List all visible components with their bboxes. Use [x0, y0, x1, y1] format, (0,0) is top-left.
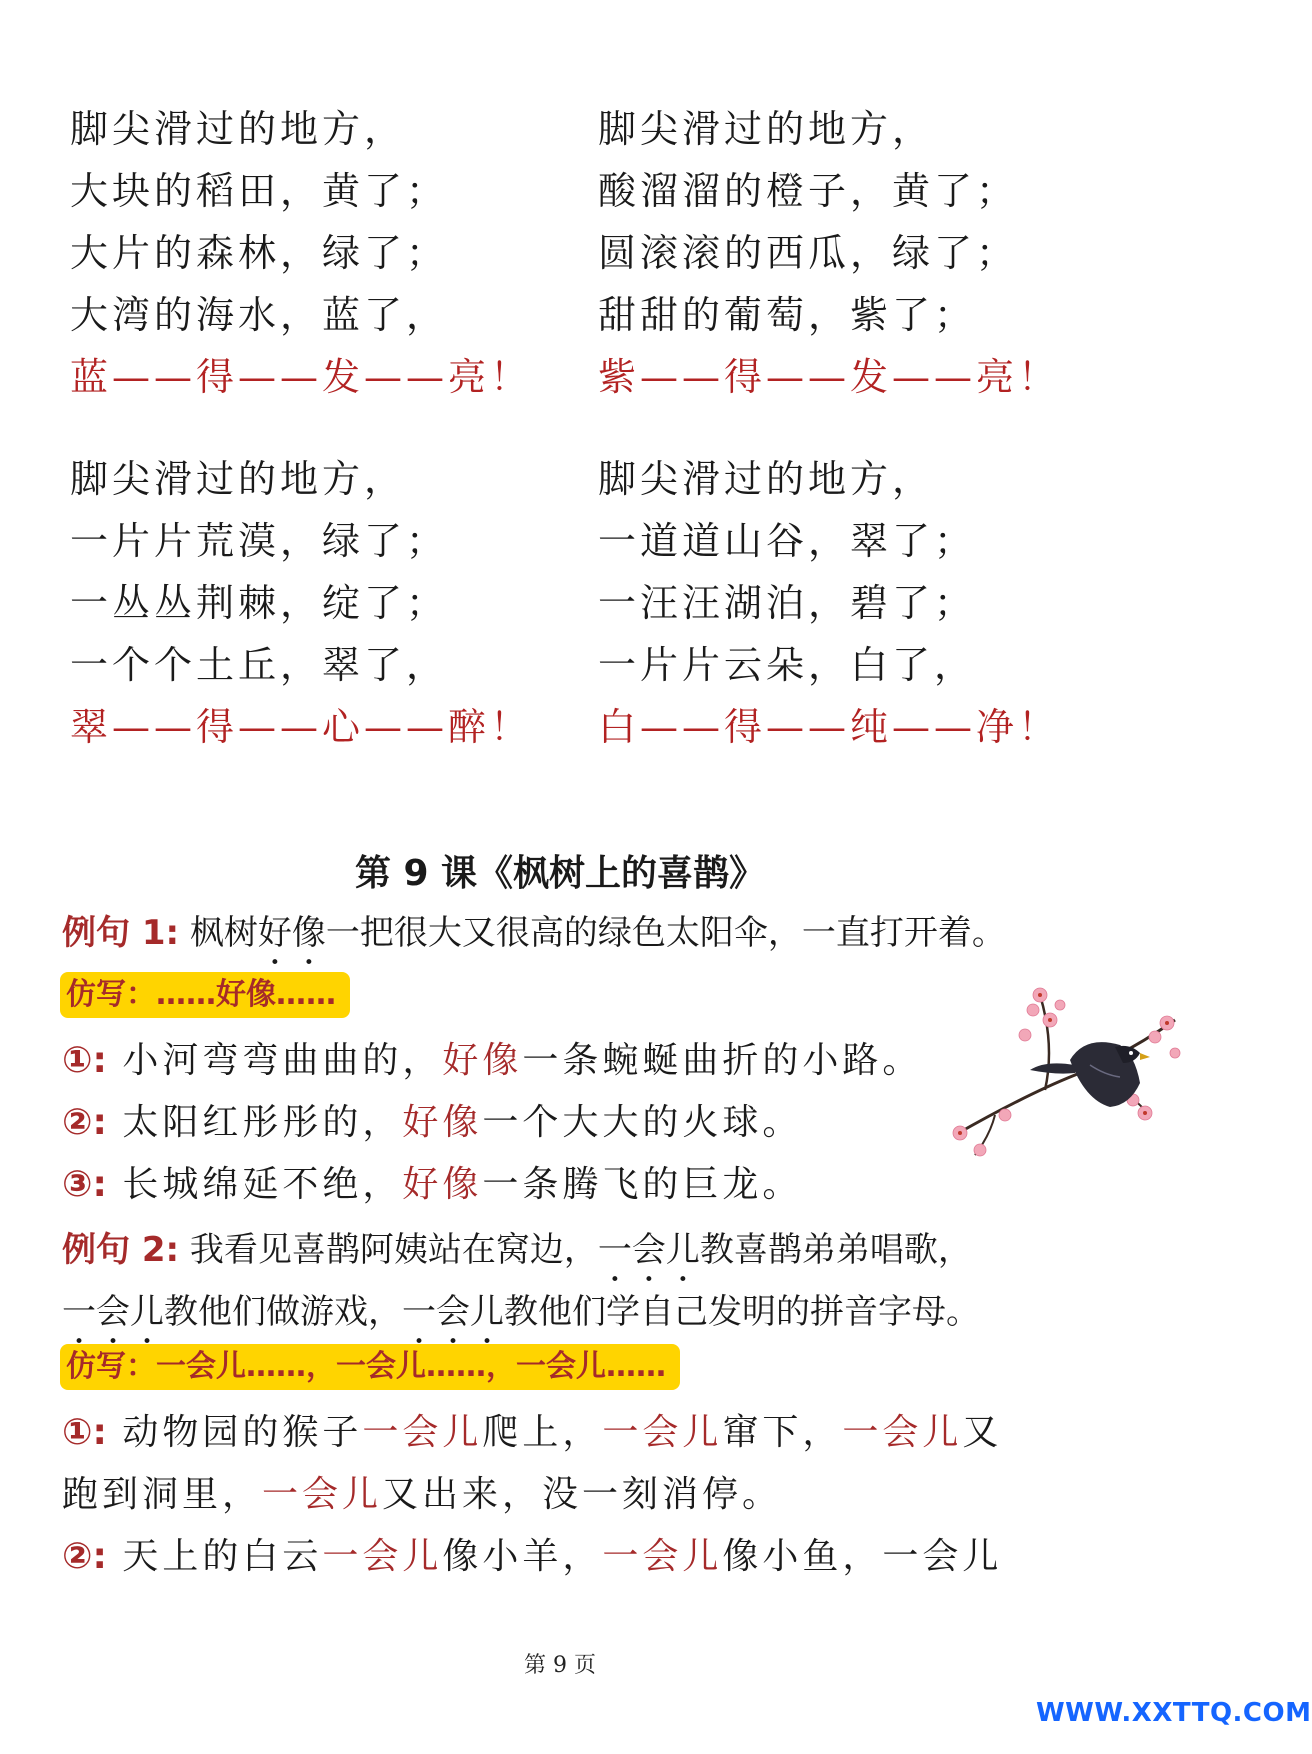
example-text: 教喜鹊弟弟唱歌，: [699, 1230, 972, 1270]
item-text: 又出来，没一刻消停。: [382, 1474, 783, 1515]
item-text: 太阳红彤彤的，: [106, 1102, 403, 1143]
imitation-label-2: 仿写：一会儿……，一会儿……，一会儿……: [60, 1344, 680, 1390]
item-text: 一个大大的火球。: [482, 1102, 803, 1143]
poem-line: 酸溜溜的橙子，黄了；: [598, 169, 1019, 213]
watermark: WWW.XXTTQ.COM: [1036, 1698, 1312, 1728]
item-text: 长城绵延不绝，: [106, 1164, 403, 1205]
poem-line: 一片片荒漠，绿了；: [70, 519, 449, 563]
example-text: 教他们做游戏，: [164, 1292, 402, 1332]
poem-top-left: [70, 98, 590, 408]
highlight-word: 好像: [442, 1040, 523, 1081]
example-text: 枫树: [179, 913, 258, 953]
lesson-title: 第 9 课《枫树上的喜鹊》: [354, 853, 766, 894]
poem-line: 圆滚滚的西瓜，绿了；: [598, 231, 1019, 275]
poem-refrain: 蓝——得——发——亮！: [70, 355, 533, 399]
poem-line: 一道道山谷，翠了；: [598, 519, 977, 563]
example-text: 教他们学自己发明的拼音字母。: [504, 1292, 980, 1332]
poem-top-right: [598, 98, 1118, 408]
imitation-item-cont: [62, 1466, 1062, 1517]
item-number: ②:: [62, 1102, 107, 1143]
highlight-word: 一会儿: [362, 1412, 483, 1453]
item-number: ①:: [62, 1412, 107, 1453]
imitation-label-1: 仿写：……好像……: [60, 972, 350, 1018]
poem-bottom-left: [70, 448, 590, 758]
poem-line: 脚尖滑过的地方，: [70, 107, 407, 151]
example-sentence-2: [62, 1222, 1062, 1290]
imitation-item: [62, 1404, 1062, 1455]
poem-line: 一片片云朵，白了，: [598, 643, 977, 687]
poem-line: 脚尖滑过的地方，: [70, 457, 407, 501]
poem-line: 一丛丛荆棘，绽了；: [70, 581, 449, 625]
item-text: 窜下，: [722, 1412, 843, 1453]
emphasis-text: 一会儿: [62, 1292, 164, 1332]
item-text: 跑到洞里，: [62, 1474, 263, 1515]
item-text: 天上的白云: [106, 1536, 323, 1577]
poem-bottom-right: [598, 448, 1118, 758]
imitation-item: [62, 1156, 1062, 1207]
imitation-item: [62, 1528, 1062, 1579]
page-number: 第 9 页: [524, 1653, 596, 1678]
poem-line: 甜甜的葡萄，紫了；: [598, 293, 977, 337]
highlight-word: 好像: [402, 1102, 483, 1143]
item-text: 像小鱼，一会儿: [722, 1536, 1003, 1577]
poem-refrain: 白——得——纯——净！: [598, 705, 1061, 749]
highlight-word: 一会儿: [602, 1536, 723, 1577]
poem-line: 大片的森林，绿了；: [70, 231, 449, 275]
item-text: 又: [962, 1412, 1003, 1453]
example-sentence-1: [62, 905, 1062, 973]
item-text: 像小羊，: [442, 1536, 603, 1577]
item-text: 一条蜿蜒曲折的小路。: [522, 1040, 923, 1081]
emphasis-text: 好像: [257, 913, 326, 953]
poem-line: 脚尖滑过的地方，: [598, 457, 935, 501]
emphasis-text: 一会儿: [402, 1292, 504, 1332]
example-text: 我看见喜鹊阿姨站在窝边，: [179, 1230, 598, 1270]
poem-line: 脚尖滑过的地方，: [598, 107, 935, 151]
item-text: 动物园的猴子: [106, 1412, 363, 1453]
highlight-word: 一会儿: [262, 1474, 383, 1515]
example-sentence-2-cont: [62, 1284, 1062, 1352]
poem-line: 一汪汪湖泊，碧了；: [598, 581, 977, 625]
highlight-word: 一会儿: [322, 1536, 443, 1577]
highlight-word: 一会儿: [602, 1412, 723, 1453]
item-number: ②:: [62, 1536, 107, 1577]
example-label: 例句 1:: [62, 913, 180, 953]
item-text: 小河弯弯曲曲的，: [106, 1040, 443, 1081]
plum-blossom-bird-illustration: [935, 965, 1185, 1165]
highlight-word: 好像: [402, 1164, 483, 1205]
example-text: 一把很大又很高的绿色太阳伞，一直打开着。: [325, 913, 1006, 953]
item-text: 一条腾飞的巨龙。: [482, 1164, 803, 1205]
poem-line: 大湾的海水，蓝了，: [70, 293, 449, 337]
item-number: ①:: [62, 1040, 107, 1081]
poem-refrain: 紫——得——发——亮！: [598, 355, 1061, 399]
item-number: ③:: [62, 1164, 107, 1205]
highlight-word: 一会儿: [842, 1412, 963, 1453]
poem-line: 大块的稻田，黄了；: [70, 169, 449, 213]
emphasis-text: 一会儿: [597, 1230, 700, 1270]
imitation-item: [62, 1094, 1062, 1145]
poem-refrain: 翠——得——心——醉！: [70, 705, 533, 749]
imitation-item: [62, 1032, 1062, 1083]
example-label: 例句 2:: [62, 1230, 180, 1270]
poem-line: 一个个土丘，翠了，: [70, 643, 449, 687]
item-text: 爬上，: [482, 1412, 603, 1453]
